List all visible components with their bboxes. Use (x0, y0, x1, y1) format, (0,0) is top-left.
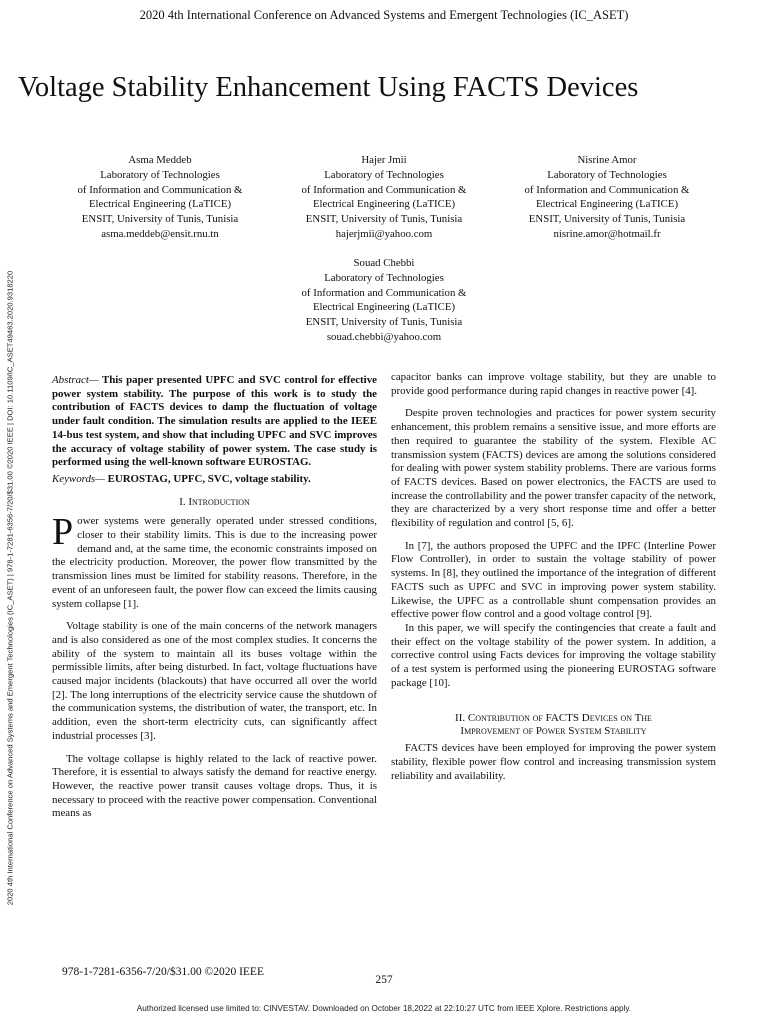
author-affiliation: Laboratory of Technologies (547, 168, 667, 181)
author-name: Asma Meddeb (128, 154, 192, 166)
abstract (52, 374, 377, 470)
author-name: Souad Chebbi (353, 257, 415, 269)
author-affiliation: ENSIT, University of Tunis, Tunisia (305, 213, 463, 226)
paragraph: Voltage stability is one of the main concerns of the network managers and is also considered as one of the most complex studies. It concerns the ability of the system to maintain all its buses voltage within the permissible limits, after being disturbed. In fact, voltage fluctuations have caused major incidents (blackouts) that have occurred all over the world [2]. The long interruptions of the electricity service cause the shutdown of the communication systems, the distribution of water, the transport, etc. In addition, even the short-term electricity cuts, can significantly affect industrial processes [3]. (52, 620, 377, 742)
section-heading-facts (391, 712, 716, 738)
paragraph: In [7], the authors proposed the UPFC and the IPFC (Interline Power Flow Controller), in order to sustain the voltage stability of power systems. In [8], they outlined the importance of the integration of different FACTS such as UPFC and SVC in improving power system stability. Likewise, the UPFC as a controllable shunt compensation provides an effective power flow control and a good voltage control [9]. (391, 539, 716, 621)
author-affiliation: of Information and Communication & (77, 183, 243, 196)
author-affiliation: Laboratory of Technologies (100, 168, 220, 181)
drop-cap: P (52, 511, 74, 554)
license-notice: Authorized licensed use limited to: CINVESTAV. Downloaded on October 18,2022 at 22:10:27 UTC from IEEE Xplore. Restrictions apply. (136, 1004, 632, 1013)
paragraph-text: ower systems were generally operated under stressed conditions, closer to their stability limits. This is due to the increasing power demand and, at the same time, the economic constraints imposed on the electricity production. Moreover, the power flow transmitted by the transmission lines must be limited for stability reasons. Therefore, in the event of an unforeseen fault, the power flow can exceed the limits causing system collapse [1]. (52, 515, 377, 610)
author-affiliation: of Information and Communication & (524, 183, 690, 196)
side-citation-strip (4, 210, 16, 965)
author-email: hajerjmii@yahoo.com (335, 227, 433, 240)
abstract-text: This paper presented UPFC and SVC control for effective power system stability. The purpose of this work is to study the contribution of FACTS devices to damp the fluctuation of voltage under fault condition. The simulation results are applied to the IEEE 14-bus test system, and show that including UPFC and SVC improves the accuracy of voltage stability of power system. The case study is performed using the well-known software EUROSTAG. (52, 374, 377, 469)
right-column (391, 371, 716, 793)
paragraph: FACTS devices have been employed for improving the power system stability, flexible power flow control and increasing transmission system reliability and availability. (391, 742, 716, 782)
side-citation-text: 2020 4th International Conference on Advanced Systems and Emergent Technologies (IC_ASET) | 978-1-7281-6356-7/20/$31.00 ©2020 IEEE | DOI: 10.1109/IC_ASET49463.2020.9318220 (5, 270, 15, 905)
paragraph: In this paper, we will specify the contingencies that create a fault and their effect on the voltage stability of the power system. In addition, a corrective control using Facts devices for improving the voltage stability of a test system is performed using the pioneering EUROSTAG software package [10]. (391, 621, 716, 689)
isbn-footer: 978-1-7281-6356-7/20/$31.00 ©2020 IEEE (62, 966, 264, 978)
author-affiliation: Electrical Engineering (LaTICE) (535, 198, 679, 211)
abstract-label: Abstract— (52, 374, 99, 386)
author-affiliation: Laboratory of Technologies (324, 168, 444, 181)
author-affiliation: ENSIT, University of Tunis, Tunisia (81, 213, 239, 226)
section-heading-line: Improvement of Power System Stability (460, 725, 647, 738)
page-number: 257 (375, 974, 393, 986)
author-email: souad.chebbi@yahoo.com (326, 330, 442, 343)
author-affiliation: Electrical Engineering (LaTICE) (88, 198, 232, 211)
author-affiliation: ENSIT, University of Tunis, Tunisia (305, 316, 463, 329)
keywords (52, 473, 377, 487)
keywords-label: Keywords— (52, 472, 105, 485)
paragraph (52, 511, 377, 611)
author-affiliation: Laboratory of Technologies (324, 271, 444, 284)
author-block-2 (269, 153, 499, 242)
author-affiliation: Electrical Engineering (LaTICE) (312, 198, 456, 211)
author-email: asma.meddeb@ensit.rnu.tn (101, 227, 219, 240)
author-block-1 (45, 153, 275, 242)
author-affiliation: of Information and Communication & (301, 183, 467, 196)
left-column (52, 374, 377, 830)
conference-header: 2020 4th International Conference on Advanced Systems and Emergent Technologies (IC_ASET) (139, 8, 629, 22)
author-name: Hajer Jmii (361, 154, 407, 166)
section-heading-line: II. Contribution of FACTS Devices on The (455, 712, 652, 725)
paragraph: The voltage collapse is highly related to the lack of reactive power. Therefore, it is essential to always satisfy the demand for reactive energy. However, the reactive power transit causes voltage drops. Thus, it is necessary to proceed with the reactive power compensation. Conventional means as (52, 752, 377, 820)
author-affiliation: ENSIT, University of Tunis, Tunisia (528, 213, 686, 226)
author-block-3 (492, 153, 722, 242)
author-affiliation: Electrical Engineering (LaTICE) (312, 301, 456, 314)
section-heading-introduction: I. Introduction (179, 495, 250, 508)
paragraph: Despite proven technologies and practices for power system security enhancement, this problem remains a sensitive issue, and more efforts are then required to guarantee the stability of the system. Flexible AC transmission system (FACTS) devices are among the solutions considered for dealing with power system stability problems. There are various forms of FACTS devices. Based on power electronics, the FACTS are used to increase the controllability and the power transfer capacity of the network, they are characterized by a very short response time and offer a better flexibility of regulation and control [5, 6]. (391, 407, 716, 530)
author-affiliation: of Information and Communication & (301, 286, 467, 299)
author-block-4 (269, 256, 499, 345)
keywords-text: EUROSTAG, UPFC, SVC, voltage stability. (104, 472, 311, 485)
author-name: Nisrine Amor (577, 154, 637, 166)
author-email: nisrine.amor@hotmail.fr (553, 227, 661, 240)
paper-title: Voltage Stability Enhancement Using FACTS Devices (18, 72, 639, 103)
paragraph: capacitor banks can improve voltage stability, but they are unable to provide good performance during rapid changes in reactive power [4]. (391, 371, 716, 397)
